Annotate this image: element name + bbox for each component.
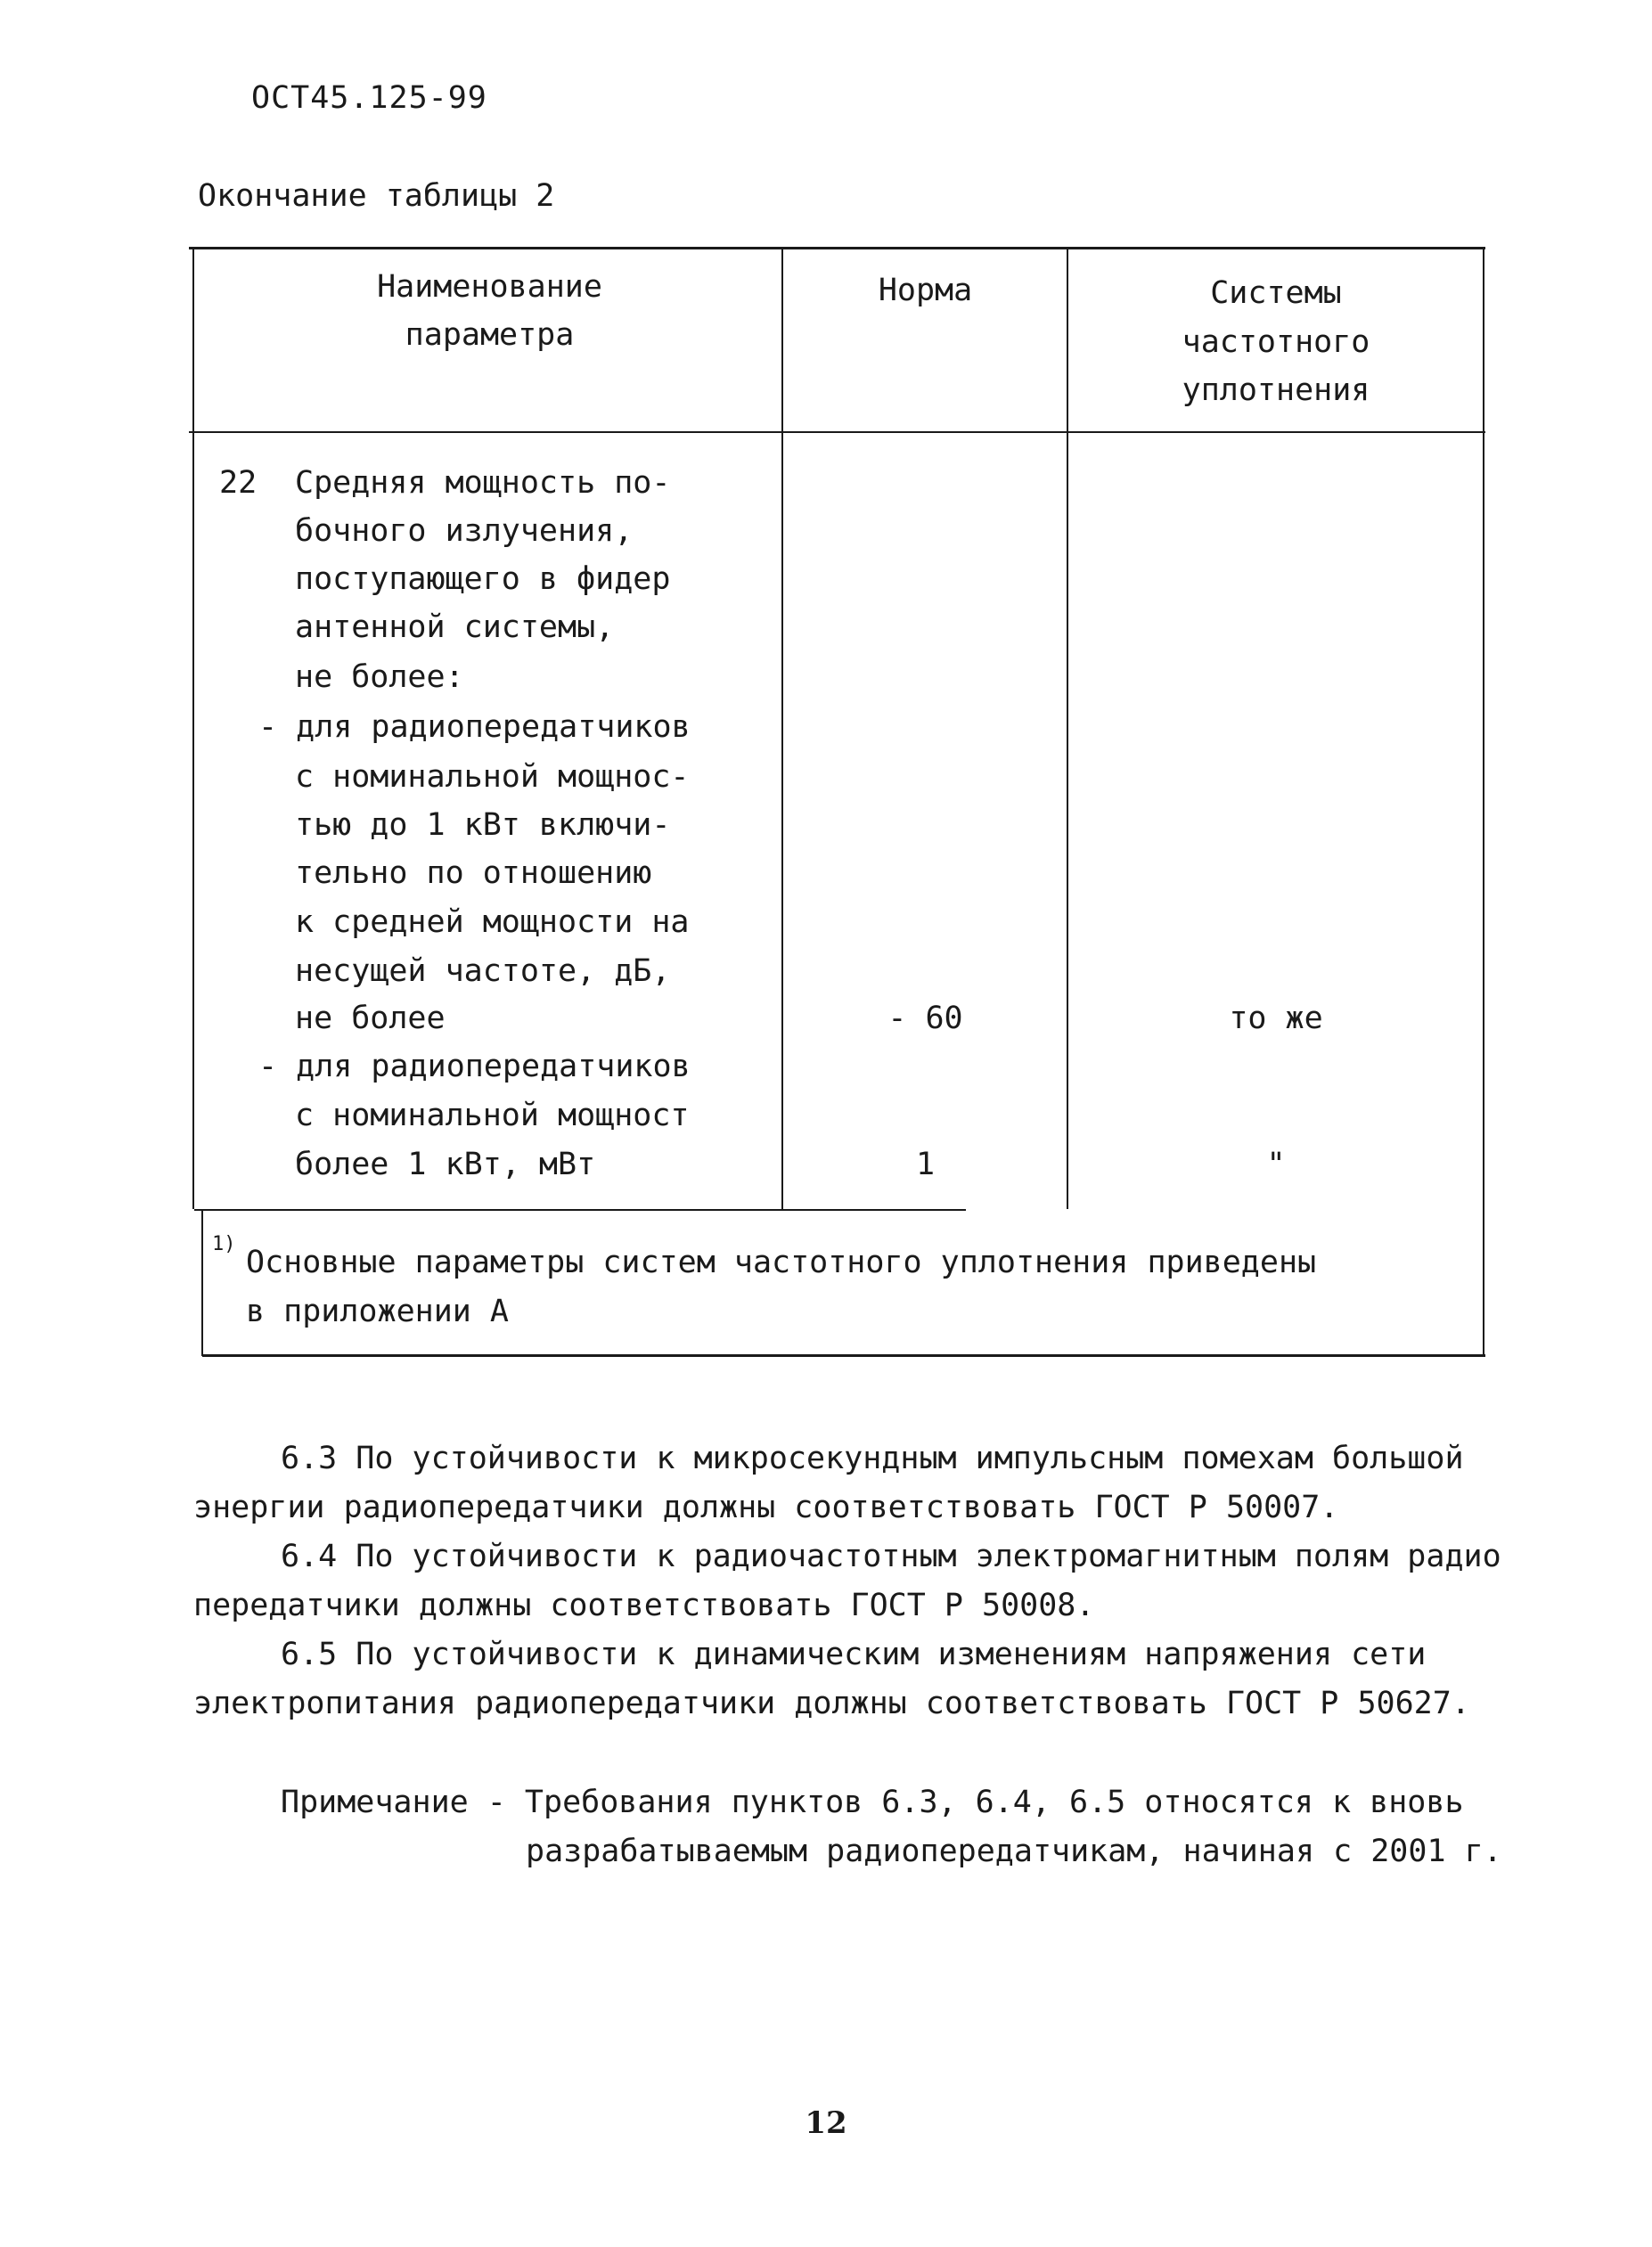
column-divider-1	[781, 247, 783, 1209]
fdm-header-line: уплотнения	[1182, 372, 1370, 408]
paragraph-line: 6.3 По устойчивости к микросекундным импульсным помехам большой	[281, 1441, 1464, 1476]
description-line: не более:	[295, 659, 464, 695]
footnote-marker: 1)	[212, 1233, 236, 1255]
parameter-header-line: параметра	[405, 317, 575, 353]
description-line: бочного излучения,	[295, 513, 634, 549]
table-top-border	[189, 247, 1485, 249]
description-line: несущей частоте, дБ,	[295, 953, 671, 989]
footnote-left-border	[201, 1209, 203, 1356]
paragraph-line: энергии радиопередатчики должны соответствовать ГОСТ Р 50007.	[193, 1490, 1339, 1525]
footnote-line: Основные параметры систем частотного уплотнения приведены	[246, 1245, 1317, 1280]
paragraph-line: 6.5 По устойчивости к динамическим изменениям напряжения сети	[281, 1637, 1427, 1672]
description-line: с номинальной мощност	[295, 1098, 690, 1133]
table-right-border	[1483, 247, 1484, 1356]
norm-value: 1	[915, 1147, 936, 1182]
fdm-value: то же	[1229, 1001, 1323, 1036]
table-bottom-border	[202, 1354, 1485, 1357]
table-body-rule	[194, 1209, 966, 1211]
description-line: поступающего в фидер	[295, 561, 671, 597]
description-line: тельно по отношению	[295, 855, 652, 891]
fdm-header-line: Системы	[1210, 275, 1342, 311]
footnote-line: в приложении А	[246, 1294, 510, 1329]
fdm-value: "	[1266, 1147, 1286, 1182]
description-line: антенной системы,	[295, 609, 615, 645]
description-line: Средняя мощность по-	[295, 465, 671, 501]
column-divider-2	[1067, 247, 1068, 1209]
page-number: 12	[805, 2105, 847, 2141]
description-line: не более	[295, 1001, 446, 1036]
description-line: - для радиопередатчиков	[258, 1049, 691, 1084]
description-line: к средней мощности на	[295, 904, 690, 940]
table-header-rule	[189, 431, 1485, 433]
description-line: - для радиопередатчиков	[258, 709, 691, 745]
note-line: Примечание - Требования пунктов 6.3, 6.4, 6.5 относятся к вновь	[281, 1785, 1464, 1820]
parameter-header-line: Наименование	[377, 269, 602, 305]
paragraph-line: электропитания радиопередатчики должны соответствовать ГОСТ Р 50627.	[193, 1686, 1470, 1721]
table-caption: Окончание таблицы 2	[198, 178, 555, 214]
document-code: ОСТ45.125-99	[251, 80, 487, 116]
description-line: с номинальной мощнос-	[295, 759, 690, 795]
description-line: более 1 кВт, мВт	[295, 1147, 596, 1182]
table-left-border	[192, 247, 194, 1209]
paragraph-line: 6.4 По устойчивости к радиочастотным электромагнитным полям радио	[281, 1539, 1501, 1574]
note-line: разрабатываемым радиопередатчикам, начиная с 2001 г.	[526, 1834, 1502, 1869]
fdm-header-line: частотного	[1182, 324, 1370, 360]
paragraph-line: передатчики должны соответствовать ГОСТ Р 50008.	[193, 1588, 1095, 1623]
description-line: тью до 1 кВт включи-	[295, 807, 671, 843]
norm-value: - 60	[887, 1001, 963, 1036]
column-header-norm: Норма	[878, 273, 973, 308]
row-number: 22	[219, 465, 258, 501]
